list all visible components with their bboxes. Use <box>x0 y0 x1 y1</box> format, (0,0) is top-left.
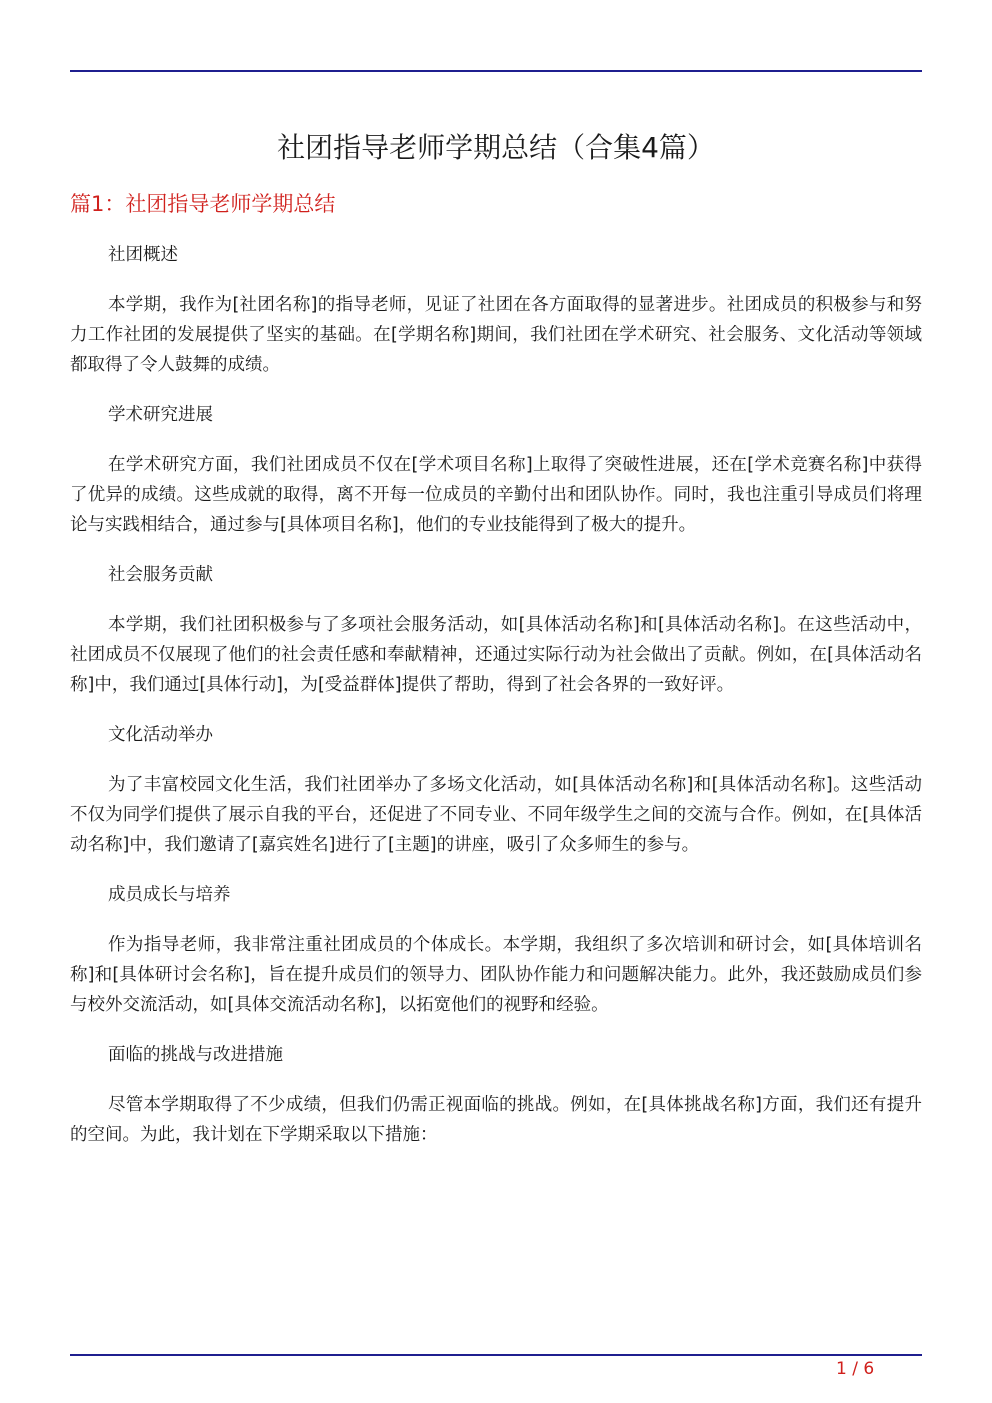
subheading-challenges: 面临的挑战与改进措施 <box>108 1045 283 1065</box>
page-number: 1 / 6 <box>836 1359 875 1379</box>
footer-rule <box>70 1354 922 1356</box>
subheading-overview: 社团概述 <box>108 245 178 265</box>
header-rule <box>70 70 922 72</box>
document-title: 社团指导老师学期总结（合集4篇） <box>277 131 715 164</box>
paragraph-challenges: 尽管本学期取得了不少成绩，但我们仍需正视面临的挑战。例如，在[具体挑战名称]方面，我们还有提升的空间。为此，我计划在下学期采取以下措施： <box>70 1095 922 1145</box>
paragraph-member-growth: 作为指导老师，我非常注重社团成员的个体成长。本学期，我组织了多次培训和研讨会，如[具体培训名称]和[具体研讨会名称]，旨在提升成员们的领导力、团队协作能力和问题解决能力。此外，我还鼓励成员们参与校外交流活动，如[具体交流活动名称]，以拓宽他们的视野和经验。 <box>70 935 922 1015</box>
paragraph-overview: 本学期，我作为[社团名称]的指导老师，见证了社团在各方面取得的显著进步。社团成员的积极参与和努力工作社团的发展提供了坚实的基础。在[学期名称]期间，我们社团在学术研究、社会服务、文化活动等领域都取得了令人鼓舞的成绩。 <box>70 295 922 375</box>
document-body <box>70 240 922 1170</box>
subheading-member-growth: 成员成长与培养 <box>108 885 231 905</box>
paragraph-academic-research: 在学术研究方面，我们社团成员不仅在[学术项目名称]上取得了突破性进展，还在[学术竞赛名称]中获得了优异的成绩。这些成就的取得，离不开每一位成员的辛勤付出和团队协作。同时，我也注重引导成员们将理论与实践相结合，通过参与[具体项目名称]，他们的专业技能得到了极大的提升。 <box>70 455 922 535</box>
paragraph-cultural-activities: 为了丰富校园文化生活，我们社团举办了多场文化活动，如[具体活动名称]和[具体活动名称]。这些活动不仅为同学们提供了展示自我的平台，还促进了不同专业、不同年级学生之间的交流与合作。例如，在[具体活动名称]中，我们邀请了[嘉宾姓名]进行了[主题]的讲座，吸引了众多师生的参与。 <box>70 775 922 855</box>
subheading-social-service: 社会服务贡献 <box>108 565 213 585</box>
subheading-cultural-activities: 文化活动举办 <box>108 725 213 745</box>
paragraph-social-service: 本学期，我们社团积极参与了多项社会服务活动，如[具体活动名称]和[具体活动名称]。在这些活动中，社团成员不仅展现了他们的社会责任感和奉献精神，还通过实际行动为社会做出了贡献。例如，在[具体活动名称]中，我们通过[具体行动]，为[受益群体]提供了帮助，得到了社会各界的一致好评。 <box>70 615 922 695</box>
section-title: 篇1：社团指导老师学期总结 <box>70 192 336 216</box>
subheading-academic-research: 学术研究进展 <box>108 405 213 425</box>
